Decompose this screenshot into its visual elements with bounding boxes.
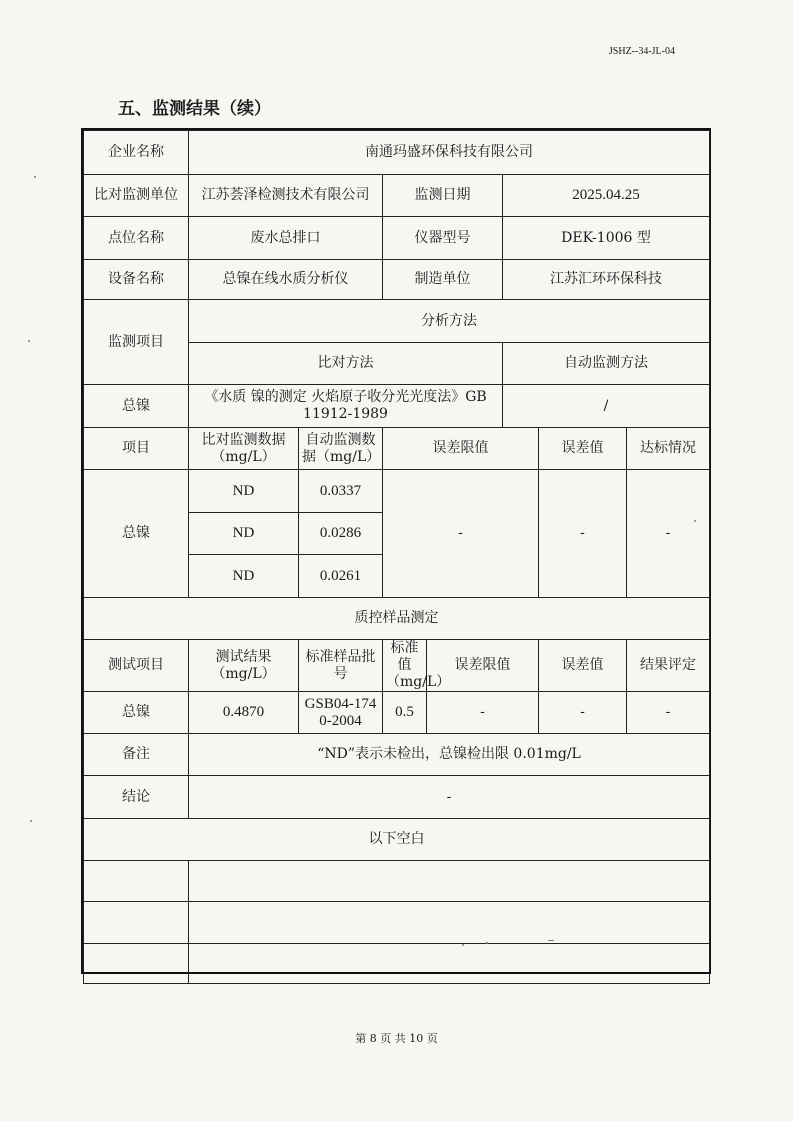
model-label: 仪器型号 (383, 217, 503, 260)
results-item: 总镍 (84, 470, 189, 598)
row-comparison-unit (84, 175, 710, 217)
results-auto-value: 0.0286 (299, 513, 383, 555)
blank-cell (189, 902, 710, 944)
scan-speck (486, 942, 488, 944)
auto-method-label: 自动监测方法 (503, 343, 710, 385)
qc-error-value-header: 误差值 (539, 640, 627, 692)
qc-result: 0.4870 (189, 692, 299, 734)
conclusion-label: 结论 (84, 776, 189, 819)
maker-value: 江苏汇环环保科技 (503, 260, 710, 300)
method-nickel-label: 总镍 (84, 385, 189, 428)
blank-cell (84, 861, 189, 902)
scan-speck (34, 176, 36, 178)
qc-std-value: 0.5 (383, 692, 427, 734)
method-nickel-auto: / (503, 385, 710, 428)
company-label: 企业名称 (84, 131, 189, 175)
qc-error-limit-header: 误差限值 (427, 640, 539, 692)
qc-item-header: 测试项目 (84, 640, 189, 692)
qc-result-header: 测试结果（mg/L） (189, 640, 299, 692)
row-point (84, 217, 710, 260)
row-company (84, 131, 710, 175)
results-error-limit: - (383, 470, 539, 598)
qc-evaluation-header: 结果评定 (627, 640, 710, 692)
results-auto-header: 自动监测数据（mg/L） (299, 428, 383, 470)
scan-speck (28, 340, 30, 342)
row-remark (84, 734, 710, 776)
scan-speck (30, 820, 32, 822)
results-comparison-value: ND (189, 555, 299, 598)
qc-batch-header: 标准样品批号 (299, 640, 383, 692)
blank-row (84, 861, 710, 902)
date-label: 监测日期 (383, 175, 503, 217)
results-table (83, 130, 710, 984)
page-number: 第 8 页 共 10 页 (355, 1032, 438, 1045)
remark-value: “ND”表示未检出，总镍检出限 0.01mg/L (189, 734, 710, 776)
section-title: 五、监测结果（续） (118, 99, 271, 119)
model-value: DEK-1006 型 (503, 217, 710, 260)
results-comparison-value: ND (189, 513, 299, 555)
blank-cell (189, 944, 710, 984)
document-code: JSHZ--34-JL-04 (608, 46, 675, 57)
point-label: 点位名称 (84, 217, 189, 260)
row-conclusion (84, 776, 710, 819)
qc-batch: GSB04-1740-2004 (299, 692, 383, 734)
blank-row (84, 902, 710, 944)
results-item-header: 项目 (84, 428, 189, 470)
results-error-value: - (539, 470, 627, 598)
scan-speck (462, 944, 464, 946)
row-methods-head (84, 300, 710, 343)
qc-error-value: - (539, 692, 627, 734)
qc-evaluation: - (627, 692, 710, 734)
row-device (84, 260, 710, 300)
qc-std-value-header: 标准值（mg/L） (383, 640, 427, 692)
results-auto-value: 0.0337 (299, 470, 383, 513)
analysis-method-label: 分析方法 (189, 300, 710, 343)
results-compliance-header: 达标情况 (627, 428, 710, 470)
results-comparison-value: ND (189, 470, 299, 513)
point-value: 废水总排口 (189, 217, 383, 260)
comparison-unit-value: 江苏荟泽检测技术有限公司 (189, 175, 383, 217)
method-nickel-comparison: 《水质 镍的测定 火焰原子收分光光度法》GB 11912-1989 (189, 385, 503, 428)
qc-title: 质控样品测定 (84, 598, 710, 640)
row-qc-title (84, 598, 710, 640)
device-value: 总镍在线水质分析仪 (189, 260, 383, 300)
results-row (84, 470, 710, 513)
scan-speck (694, 520, 696, 522)
date-value: 2025.04.25 (503, 175, 710, 217)
results-compliance: - (627, 470, 710, 598)
conclusion-value: - (189, 776, 710, 819)
comparison-unit-label: 比对监测单位 (84, 175, 189, 217)
results-error-value-header: 误差值 (539, 428, 627, 470)
row-blank-note (84, 819, 710, 861)
qc-error-limit: - (427, 692, 539, 734)
qc-item: 总镍 (84, 692, 189, 734)
blank-below-text: 以下空白 (84, 819, 710, 861)
results-error-limit-header: 误差限值 (383, 428, 539, 470)
comparison-method-label: 比对方法 (189, 343, 503, 385)
results-comparison-header: 比对监测数据（mg/L） (189, 428, 299, 470)
blank-cell (84, 944, 189, 984)
results-auto-value: 0.0261 (299, 555, 383, 598)
row-results-head (84, 428, 710, 470)
blank-cell (84, 902, 189, 944)
row-qc (84, 692, 710, 734)
blank-row (84, 944, 710, 984)
company-value: 南通玛盛环保科技有限公司 (189, 131, 710, 175)
results-table-frame (81, 128, 711, 974)
maker-label: 制造单位 (383, 260, 503, 300)
device-label: 设备名称 (84, 260, 189, 300)
row-method-nickel (84, 385, 710, 428)
monitor-item-label: 监测项目 (84, 300, 189, 385)
blank-cell (189, 861, 710, 902)
remark-label: 备注 (84, 734, 189, 776)
row-qc-head (84, 640, 710, 692)
scan-speck (548, 940, 554, 941)
